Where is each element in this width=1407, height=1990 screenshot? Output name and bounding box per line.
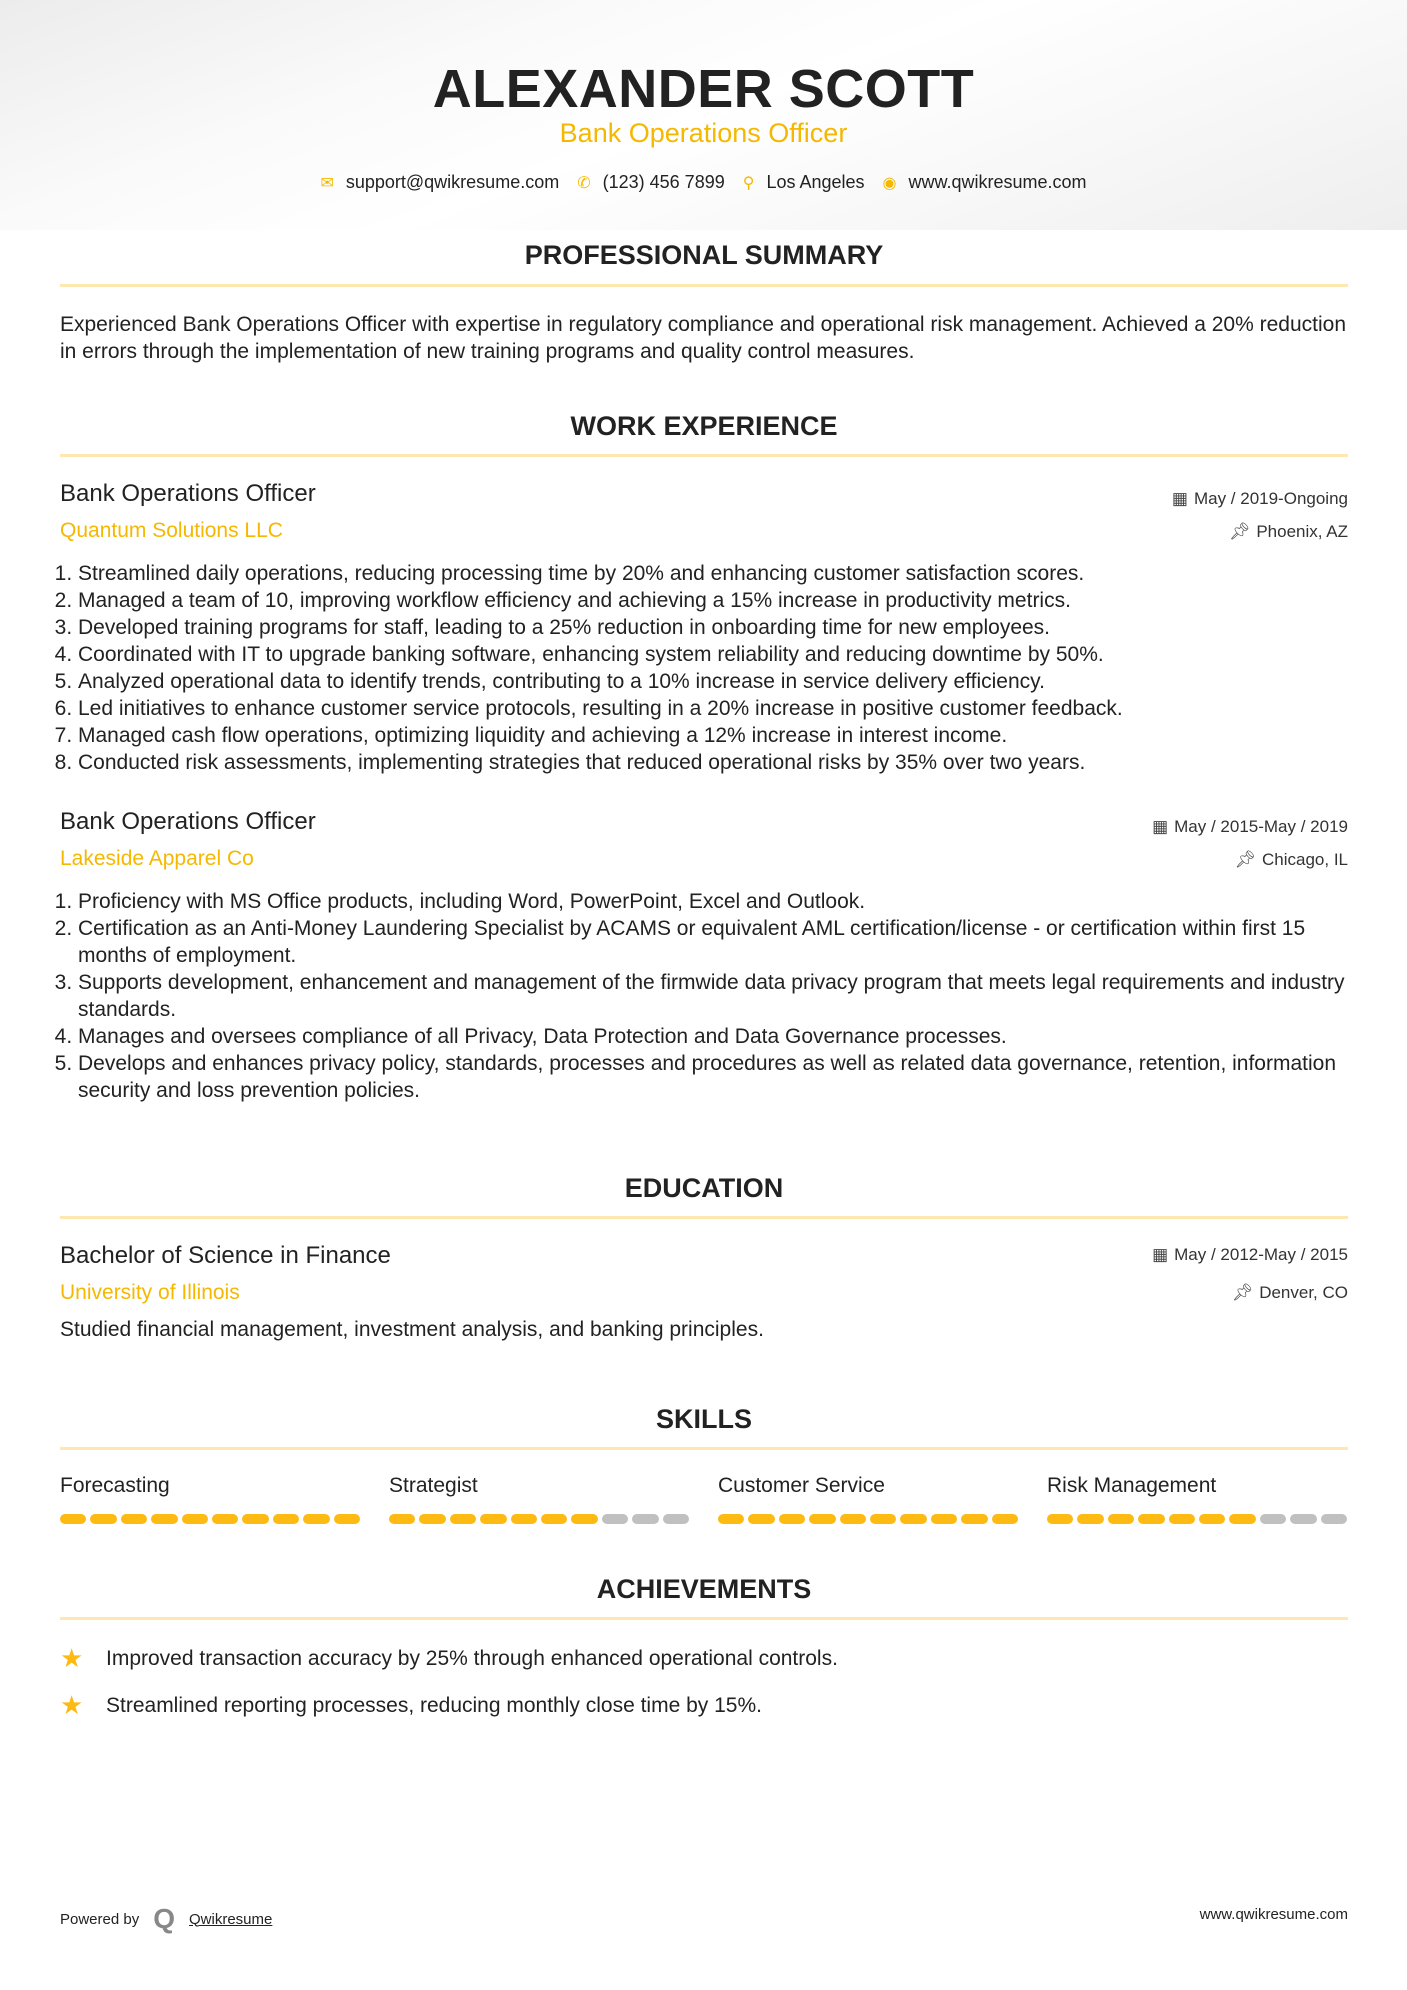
education-description: Studied financial management, investment analysis, and banking principles. (60, 1318, 764, 1341)
skill-level-dot (121, 1514, 147, 1524)
education-location: Denver, CO (1259, 1283, 1348, 1302)
skill-level-dot (1199, 1514, 1225, 1524)
powered-by-label: Powered by (60, 1910, 140, 1928)
job-location: Phoenix, AZ (1256, 522, 1348, 541)
job-bullet: 3. Developed training programs for staff, leading to a 25% reduction in onboarding time for new employees. (78, 614, 1350, 641)
job-bullet: 4. Coordinated with IT to upgrade banking software, enhancing system reliability and reducing downtime by 50%. (78, 641, 1350, 668)
skill-level-dot (809, 1514, 835, 1524)
skill-level-dot (1169, 1514, 1195, 1524)
skill-rating (60, 1514, 360, 1524)
skill-level-dot (779, 1514, 805, 1524)
skill-level-dot (900, 1514, 926, 1524)
contact-item[interactable]: Los Angeles (766, 172, 865, 192)
phone-icon: ✆ (577, 174, 591, 192)
skill-level-dot (1138, 1514, 1164, 1524)
job-bullet: 4. Manages and oversees compliance of all Privacy, Data Protection and Data Governance processes. (78, 1023, 1350, 1050)
skill-level-dot (571, 1514, 597, 1524)
job-company: Quantum Solutions LLC (60, 519, 283, 542)
contact-item[interactable]: www.qwikresume.com (908, 172, 1087, 192)
degree: Bachelor of Science in Finance (60, 1242, 391, 1269)
skill-level-dot (748, 1514, 774, 1524)
qwikresume-logo-icon: Q (153, 1903, 175, 1934)
divider (60, 284, 1348, 287)
job-title: Bank Operations Officer (60, 808, 316, 835)
section-heading-work: WORK EXPERIENCE (570, 411, 838, 441)
skill-level-dot (450, 1514, 476, 1524)
job-bullet: 5. Develops and enhances privacy policy, standards, processes and procedures as well as related data governance, retention, information security and loss prevention policies. (78, 1050, 1350, 1104)
skill-level-dot (870, 1514, 896, 1524)
skill-rating (389, 1514, 689, 1524)
skill-level-dot (1290, 1514, 1316, 1524)
star-icon: ★ (60, 1643, 84, 1673)
divider (60, 1617, 1348, 1620)
star-icon: ★ (60, 1690, 84, 1720)
skill-name: Risk Management (1047, 1474, 1217, 1497)
skill-level-dot (334, 1514, 360, 1524)
job-bullet: 2. Certification as an Anti-Money Laundering Specialist by ACAMS or equivalent AML certification/license - or certification within first 15 months of employment. (78, 915, 1350, 969)
skill-item (1047, 1474, 1347, 1524)
skill-level-dot (242, 1514, 268, 1524)
skill-level-dot (718, 1514, 744, 1524)
achievement-item (60, 1643, 838, 1674)
job-bullet: 3. Supports development, enhancement and management of the firmwide data privacy program that meets legal requirements and industry standards. (78, 969, 1350, 1023)
skill-level-dot (1229, 1514, 1255, 1524)
school: University of Illinois (60, 1281, 240, 1304)
map-pin-icon: ⚲ (742, 174, 755, 192)
calendar-icon: ▦ (1171, 489, 1188, 508)
skill-item (60, 1474, 360, 1524)
candidate-title: Bank Operations Officer (559, 118, 848, 148)
skill-level-dot (961, 1514, 987, 1524)
job-bullets (60, 888, 1350, 1104)
skill-level-dot (419, 1514, 445, 1524)
job-bullet: 6. Led initiatives to enhance customer service protocols, resulting in a 20% increase in positive customer feedback. (78, 695, 1350, 722)
skill-level-dot (151, 1514, 177, 1524)
skill-level-dot (90, 1514, 116, 1524)
achievement-text: Improved transaction accuracy by 25% through enhanced operational controls. (106, 1646, 838, 1670)
skill-level-dot (60, 1514, 86, 1524)
globe-icon: ◉ (882, 174, 897, 192)
pin-icon: 📌︎ (1231, 1283, 1254, 1302)
skill-rating (1047, 1514, 1347, 1524)
section-heading-summary: PROFESSIONAL SUMMARY (524, 240, 884, 270)
skill-level-dot (602, 1514, 628, 1524)
skill-level-dot (303, 1514, 329, 1524)
footer-url[interactable]: www.qwikresume.com (1199, 1906, 1348, 1923)
skill-name: Forecasting (60, 1474, 170, 1497)
skill-level-dot (511, 1514, 537, 1524)
skill-level-dot (389, 1514, 415, 1524)
pin-icon: 📌︎ (1234, 850, 1256, 869)
calendar-icon: ▦ (1152, 1245, 1169, 1264)
job-bullet: 8. Conducted risk assessments, implementing strategies that reduced operational risks by 35% over two years. (78, 749, 1350, 776)
skill-level-dot (663, 1514, 689, 1524)
contact-item[interactable]: support@qwikresume.com (345, 172, 560, 192)
skill-level-dot (1108, 1514, 1134, 1524)
brand-link[interactable]: Qwikresume (189, 1910, 273, 1928)
skill-level-dot (212, 1514, 238, 1524)
skill-level-dot (1260, 1514, 1286, 1524)
job-bullet: 1. Streamlined daily operations, reducing processing time by 20% and enhancing customer satisfaction scores. (78, 560, 1350, 587)
pin-icon: 📌︎ (1228, 522, 1251, 541)
skill-level-dot (273, 1514, 299, 1524)
section-heading-skills: SKILLS (655, 1404, 752, 1434)
skill-name: Customer Service (718, 1474, 885, 1497)
job-bullet: 7. Managed cash flow operations, optimizing liquidity and achieving a 12% increase in interest income. (78, 722, 1350, 749)
skill-level-dot (541, 1514, 567, 1524)
divider (60, 454, 1348, 457)
skill-item (389, 1474, 689, 1524)
job-dates: May / 2019-Ongoing (1193, 489, 1348, 508)
job-dates: May / 2015-May / 2019 (1174, 817, 1348, 836)
divider (60, 1216, 1348, 1219)
skill-level-dot (931, 1514, 957, 1524)
section-heading-education: EDUCATION (624, 1173, 784, 1203)
skill-level-dot (992, 1514, 1018, 1524)
skill-level-dot (840, 1514, 866, 1524)
job-bullet: 5. Analyzed operational data to identify trends, contributing to a 10% increase in service delivery efficiency. (78, 668, 1350, 695)
section-heading-achievements: ACHIEVEMENTS (596, 1574, 812, 1604)
achievement-item (60, 1690, 838, 1721)
contact-bar (0, 172, 1407, 193)
job-company: Lakeside Apparel Co (60, 847, 254, 870)
job-title: Bank Operations Officer (60, 480, 316, 507)
calendar-icon: ▦ (1152, 817, 1169, 836)
skill-level-dot (1077, 1514, 1103, 1524)
skill-item (718, 1474, 1018, 1524)
skill-rating (718, 1514, 1018, 1524)
job-bullet: 1. Proficiency with MS Office products, including Word, PowerPoint, Excel and Outlook. (78, 888, 1350, 915)
job-bullets (60, 560, 1350, 776)
skill-name: Strategist (389, 1474, 478, 1497)
skill-level-dot (1047, 1514, 1073, 1524)
job-bullet: 2. Managed a team of 10, improving workflow efficiency and achieving a 15% increase in productivity metrics. (78, 587, 1350, 614)
job-location: Chicago, IL (1262, 850, 1348, 869)
divider (60, 1447, 1348, 1450)
achievements-list (60, 1643, 838, 1721)
summary-text: Experienced Bank Operations Officer with expertise in regulatory compliance and operational risk management. Achieved a 20% reduction in errors through the implementation of new training programs and quality control measures. (60, 313, 1346, 363)
achievement-text: Streamlined reporting processes, reducing monthly close time by 15%. (106, 1693, 762, 1717)
skill-level-dot (632, 1514, 658, 1524)
skills-list (60, 1474, 1350, 1524)
skill-level-dot (480, 1514, 506, 1524)
candidate-name: ALEXANDER SCOTT (432, 59, 975, 119)
envelope-icon: ✉ (320, 174, 334, 192)
skill-level-dot (182, 1514, 208, 1524)
education-dates: May / 2012-May / 2015 (1174, 1245, 1348, 1264)
skill-level-dot (1321, 1514, 1347, 1524)
contact-item[interactable]: (123) 456 7899 (602, 172, 725, 192)
